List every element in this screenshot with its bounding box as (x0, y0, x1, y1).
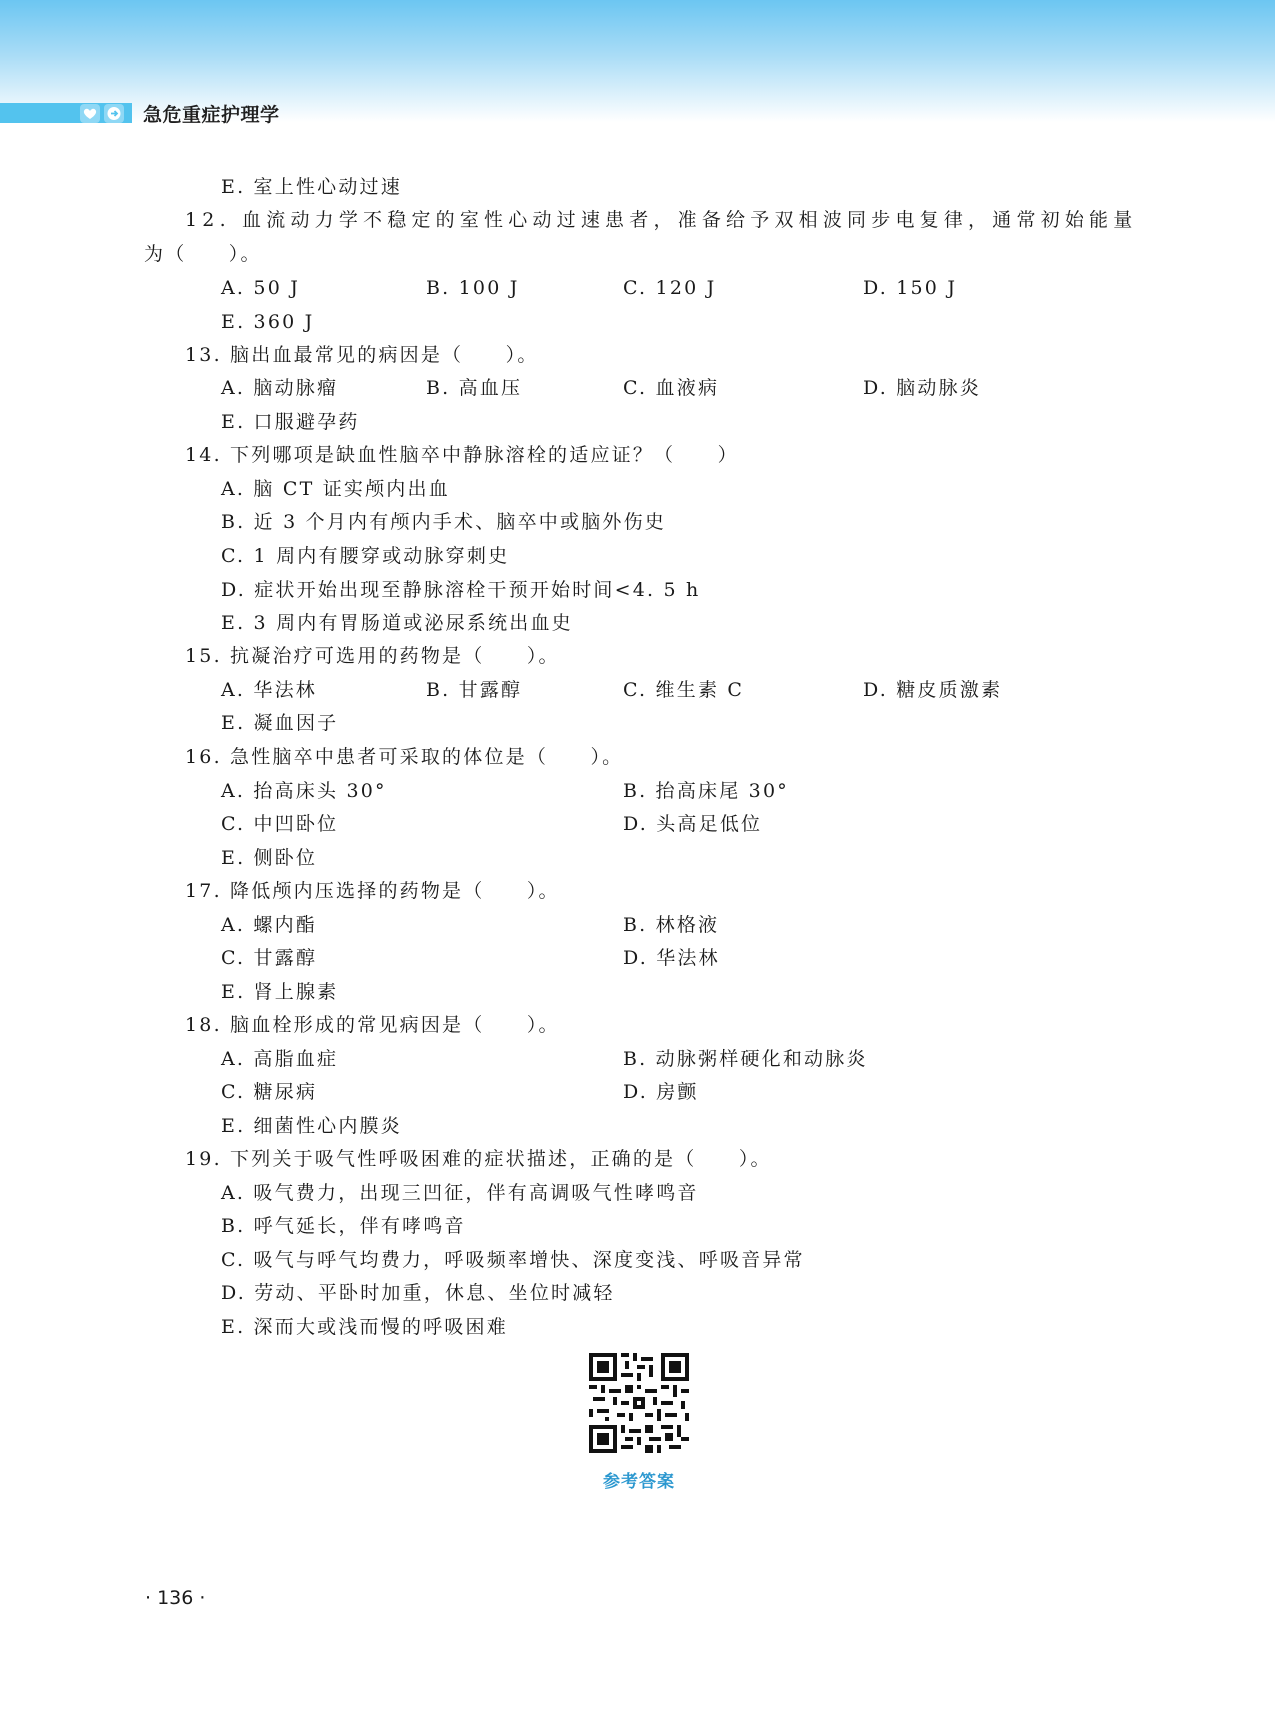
option-13-a: A. 脑动脉瘤 (221, 377, 339, 399)
option-17-c: C. 甘露醇 (221, 947, 318, 969)
option-12-d: D. 150 J (863, 277, 958, 299)
option-13-c: C. 血液病 (623, 377, 720, 399)
option-19-b: B. 呼气延长，伴有哮鸣音 (221, 1215, 466, 1237)
option-16-e: E. 侧卧位 (221, 847, 318, 869)
qr-code-icon[interactable] (589, 1353, 689, 1453)
option-13-b: B. 高血压 (426, 377, 523, 399)
option-12-a: A. 50 J (221, 277, 301, 299)
option-12-e: E. 360 J (221, 311, 315, 333)
option-15-b: B. 甘露醇 (426, 679, 523, 701)
option-15-a: A. 华法林 (221, 679, 318, 701)
option-18-d: D. 房颤 (623, 1081, 699, 1103)
option-13-d: D. 脑动脉炎 (863, 377, 982, 399)
option-15-d: D. 糖皮质激素 (863, 679, 1003, 701)
option-19-a: A. 吸气费力，出现三凹征，伴有高调吸气性哮鸣音 (221, 1182, 699, 1204)
question-16: 16. 急性脑卒中患者可采取的体位是（ ）。 (185, 746, 624, 768)
option-18-b: B. 动脉粥样硬化和动脉炎 (623, 1048, 868, 1070)
reference-answer-link[interactable]: 参考答案 (603, 1472, 675, 1492)
option-19-d: D. 劳动、平卧时加重，休息、坐位时减轻 (221, 1282, 615, 1304)
arrow-right-icon (104, 104, 124, 123)
option-16-a: A. 抬高床头 30° (221, 780, 387, 802)
question-14: 14. 下列哪项是缺血性脑卒中静脉溶栓的适应证？（ ） (185, 444, 739, 466)
question-17: 17. 降低颅内压选择的药物是（ ）。 (185, 880, 560, 902)
option-14-b: B. 近 3 个月内有颅内手术、脑卒中或脑外伤史 (221, 511, 667, 533)
question-13: 13. 脑出血最常见的病因是（ ）。 (185, 344, 539, 366)
option-18-c: C. 糖尿病 (221, 1081, 318, 1103)
option-14-d: D. 症状开始出现至静脉溶栓干预开始时间<4. 5 h (221, 579, 701, 601)
option-14-e: E. 3 周内有胃肠道或泌尿系统出血史 (221, 612, 573, 634)
question-12-continued: 为（ ）。 (144, 243, 262, 265)
option-15-c: C. 维生素 C (623, 679, 745, 701)
heart-icon (80, 104, 100, 123)
option-12-c: C. 120 J (623, 277, 717, 299)
option-19-e: E. 深而大或浅而慢的呼吸困难 (221, 1316, 508, 1338)
option-16-c: C. 中凹卧位 (221, 813, 339, 835)
page-number: · 136 · (145, 1587, 206, 1609)
option-16-d: D. 头高足低位 (623, 813, 763, 835)
option-11-e: E. 室上性心动过速 (221, 176, 402, 198)
option-19-c: C. 吸气与呼气均费力，呼吸频率增快、深度变浅、呼吸音异常 (221, 1249, 805, 1271)
question-18: 18. 脑血栓形成的常见病因是（ ）。 (185, 1014, 560, 1036)
question-19: 19. 下列关于吸气性呼吸困难的症状描述，正确的是（ ）。 (185, 1148, 772, 1170)
option-17-d: D. 华法林 (623, 947, 720, 969)
option-18-a: A. 高脂血症 (221, 1048, 339, 1070)
option-17-a: A. 螺内酯 (221, 914, 318, 936)
book-title: 急危重症护理学 (143, 104, 280, 126)
header-icons (80, 104, 124, 123)
question-15: 15. 抗凝治疗可选用的药物是（ ）。 (185, 645, 560, 667)
question-12: 12. 血流动力学不稳定的室性心动过速患者，准备给予双相波同步电复律，通常初始能量 (185, 209, 1138, 231)
option-17-b: B. 林格液 (623, 914, 720, 936)
option-14-a: A. 脑 CT 证实颅内出血 (221, 478, 450, 500)
option-18-e: E. 细菌性心内膜炎 (221, 1115, 402, 1137)
option-17-e: E. 肾上腺素 (221, 981, 339, 1003)
option-12-b: B. 100 J (426, 277, 520, 299)
option-14-c: C. 1 周内有腰穿或动脉穿刺史 (221, 545, 510, 567)
option-15-e: E. 凝血因子 (221, 712, 339, 734)
option-16-b: B. 抬高床尾 30° (623, 780, 789, 802)
option-13-e: E. 口服避孕药 (221, 411, 360, 433)
